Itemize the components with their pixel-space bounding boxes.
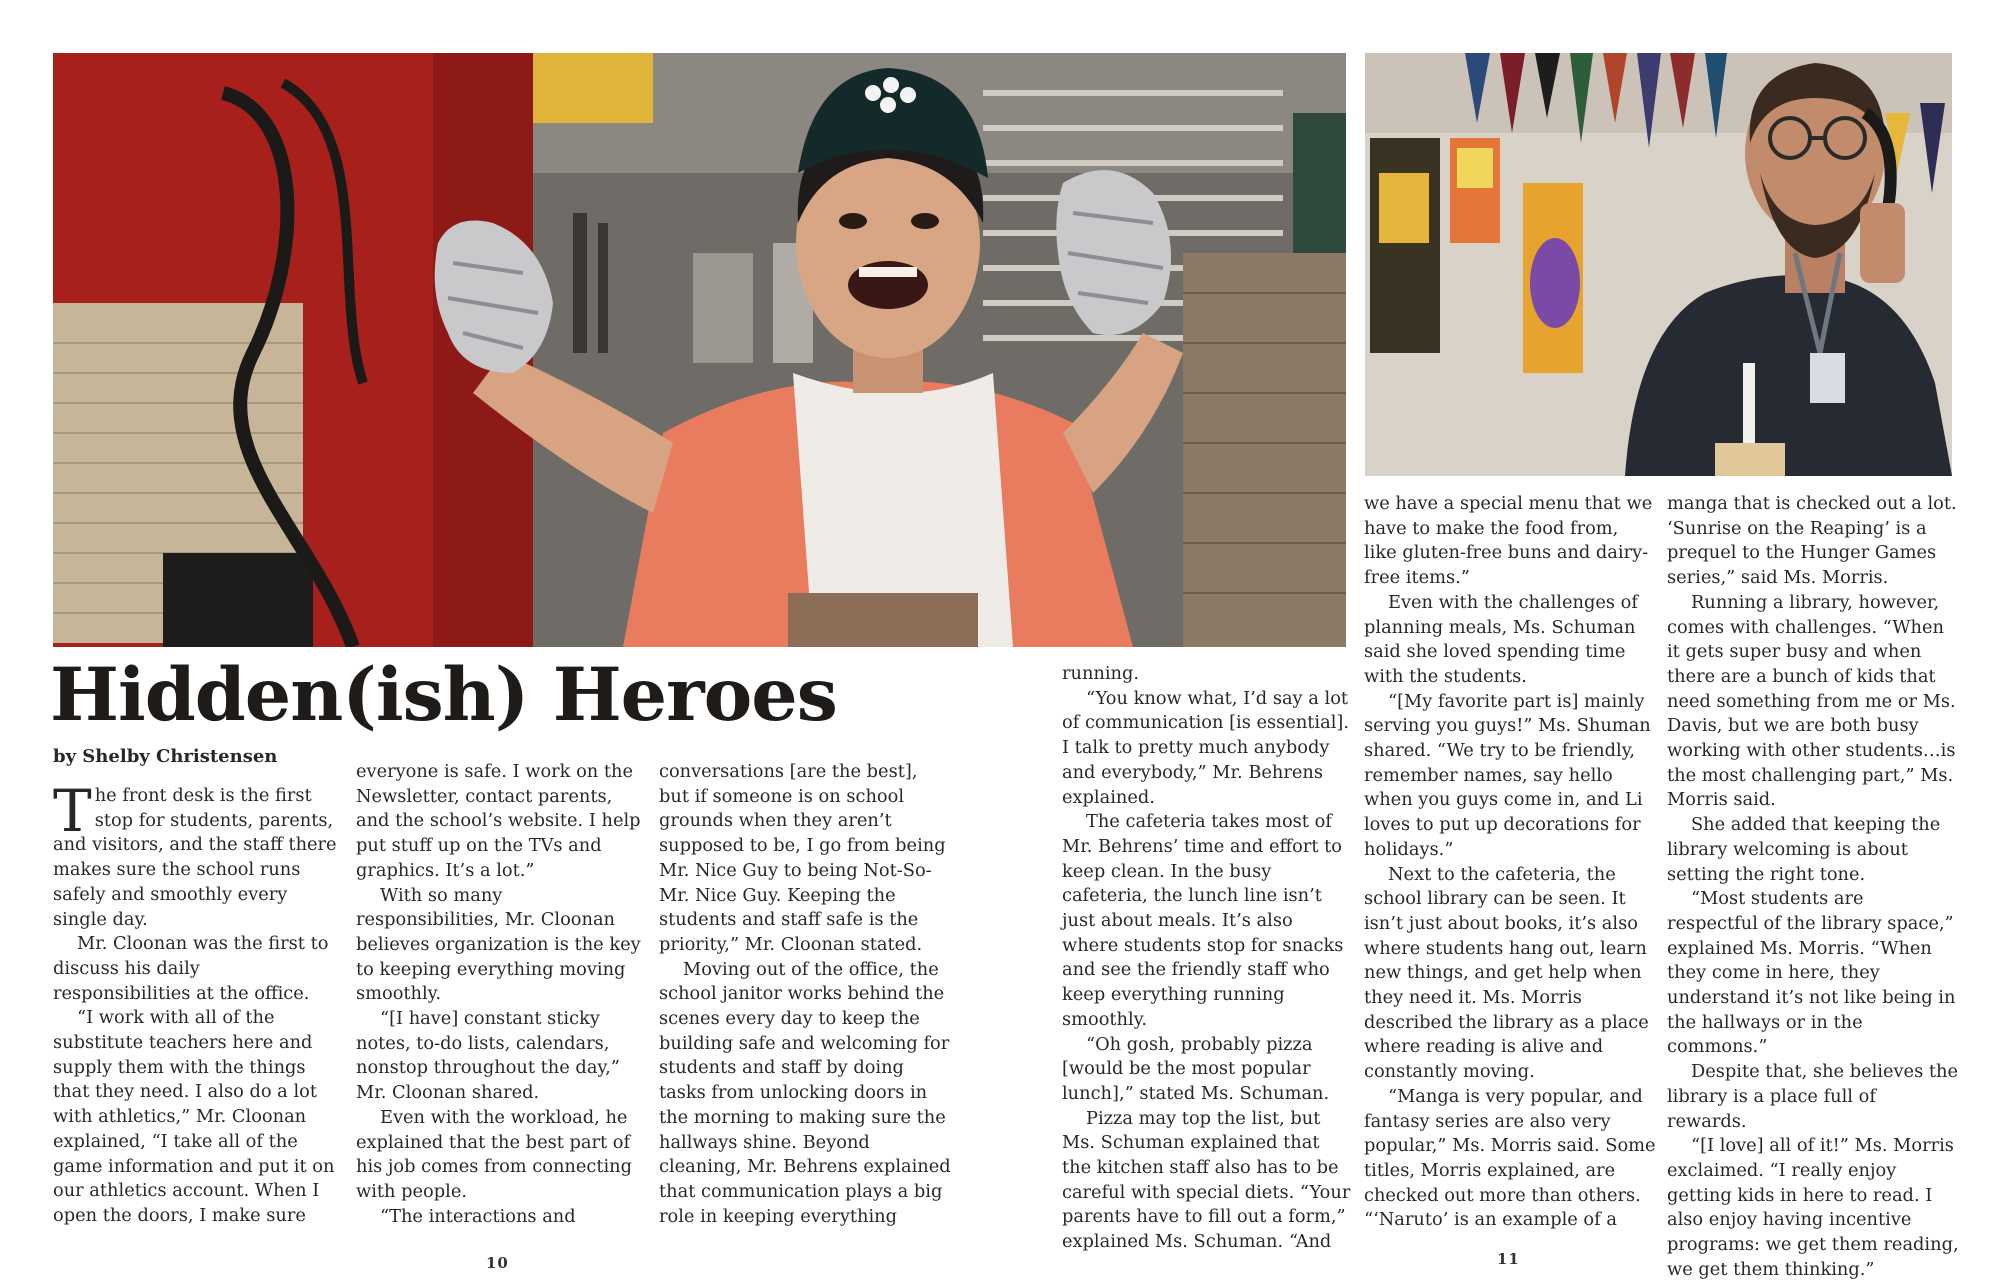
article-column-2 [356,760,646,1229]
article-paragraph: “[My favorite part is] mainly serving you guys!” Ms. Shuman shared. “We try to be friendly, remember names, say hello when you guys come in, and Li loves to put up decorations for holidays.” [1364,690,1651,860]
article-column-3 [659,760,951,1229]
article-headline: Hidden(ish) Heroes [50,652,837,738]
article-paragraph: we have a special menu that we have to make the food from, like gluten-free buns and dairy-free items.” [1364,493,1653,589]
article-paragraph: “[I have] constant sticky notes, to-do lists, calendars, nonstop throughout the day,” Mr. Cloonan shared. [356,1008,620,1104]
library-photo [1365,53,1952,476]
article-paragraph: “Manga is very popular, and fantasy series are also very popular,” Ms. Morris said. Some titles, Morris explained, are checked out more than others. “‘Naruto’ is an example of a [1364,1085,1656,1231]
article-paragraph: “You know what, I’d say a lot of communication [is essential]. I talk to pretty much anybody and everybody,” Mr. Behrens explained. [1062,687,1349,808]
article-paragraph: running. [1062,663,1140,684]
article-paragraph: She added that keeping the library welcoming is about setting the right tone. [1667,814,1941,885]
paragraph-text: he front desk is the first stop for students, parents, and visitors, and the staff there makes sure the school runs safely and smoothly every single day. [53,785,337,930]
page-number-right: 11 [1497,1250,1520,1268]
drop-cap: T [53,777,92,845]
article-paragraph: “[I love] all of it!” Ms. Morris exclaimed. “I really enjoy getting kids in here to read. I also enjoy having incentive programs: we get them reading, we get them thinking.” [1667,1135,1959,1280]
article-column-6 [1667,492,1959,1283]
article-paragraph: everyone is safe. I work on the Newsletter, contact parents, and the school’s website. I help put stuff up on the TVs and graphics. It’s a lot.” [356,761,641,881]
article-paragraph: Despite that, she believes the library is a place full of rewards. [1667,1061,1958,1132]
article-paragraph: Next to the cafeteria, the school library can be seen. It isn’t just about books, it’s also where students hang out, learn new things, and get help when they need it. Ms. Morris described the library as a place where reading is alive and constantly moving. [1364,863,1649,1083]
article-paragraph: “Most students are respectful of the library space,” explained Ms. Morris. “When they come in here, they understand it’s not like being in the hallways or in the commons.” [1667,888,1956,1058]
article-paragraph: Running a library, however, comes with challenges. “When it gets super busy and when there are a bunch of kids that need something from me or Ms. Davis, but we are both busy working with other students…is the most challenging part,” Ms. Morris said. [1667,591,1956,811]
article-paragraph: manga that is checked out a lot. ‘Sunrise on the Reaping’ is a prequel to the Hunger Games series,” said Ms. Morris. [1667,493,1957,589]
article-column-5 [1364,492,1656,1233]
article-paragraph: With so many responsibilities, Mr. Cloonan believes organization is the key to keeping everything moving smoothly. [356,884,641,1005]
article-column-1 [53,777,338,1229]
article-column-4 [1062,662,1354,1255]
article-paragraph: “I work with all of the substitute teachers here and supply them with the things that they need. I also do a lot with athletics,” Mr. Cloonan explained, “I take all of the game information and put it on our athletics account. When I open the doors, I make sure [53,1007,335,1226]
library-photo-illustration [1365,53,1952,476]
article-paragraph: Even with the challenges of planning meals, Ms. Schuman said she loved spending time with the students. [1364,591,1638,687]
article-paragraph: “The interactions and [380,1205,576,1227]
byline: by Shelby Christensen [53,746,278,767]
article-paragraph [53,777,338,932]
article-paragraph: Pizza may top the list, but Ms. Schuman explained that the kitchen staff also has to be careful with special diets. “Your parents have to fill out a form,” explained Ms. Schuman. “And [1062,1107,1351,1253]
cafeteria-photo [53,53,1346,647]
article-paragraph: “Oh gosh, probably pizza [would be the most popular lunch],” stated Ms. Schuman. [1062,1033,1330,1104]
article-paragraph: Even with the workload, he explained that the best part of his job comes from connecting with people. [356,1106,633,1202]
cafeteria-photo-illustration [53,53,1346,647]
page-number-left: 10 [486,1254,509,1272]
article-paragraph: The cafeteria takes most of Mr. Behrens’ time and effort to keep clean. In the busy cafeteria, the lunch line isn’t just about meals. It’s also where students stop for snacks and see the friendly staff who keep everything running smoothly. [1062,811,1344,1030]
article-paragraph: Mr. Cloonan was the first to discuss his daily responsibilities at the office. [53,933,329,1004]
article-paragraph: conversations [are the best], but if someone is on school grounds when they aren’t supposed to be, I go from being Mr. Nice Guy to being Not-So-Mr. Nice Guy. Keeping the students and staff safe is the priority,” Mr. Cloonan stated. [659,761,946,955]
article-paragraph: Moving out of the office, the school janitor works behind the scenes every day to keep the building safe and welcoming for students and staff by doing tasks from unlocking doors in the morning to making sure the hallways shine. Beyond cleaning, Mr. Behrens explained that communication plays a big role in keeping everything [659,958,951,1227]
